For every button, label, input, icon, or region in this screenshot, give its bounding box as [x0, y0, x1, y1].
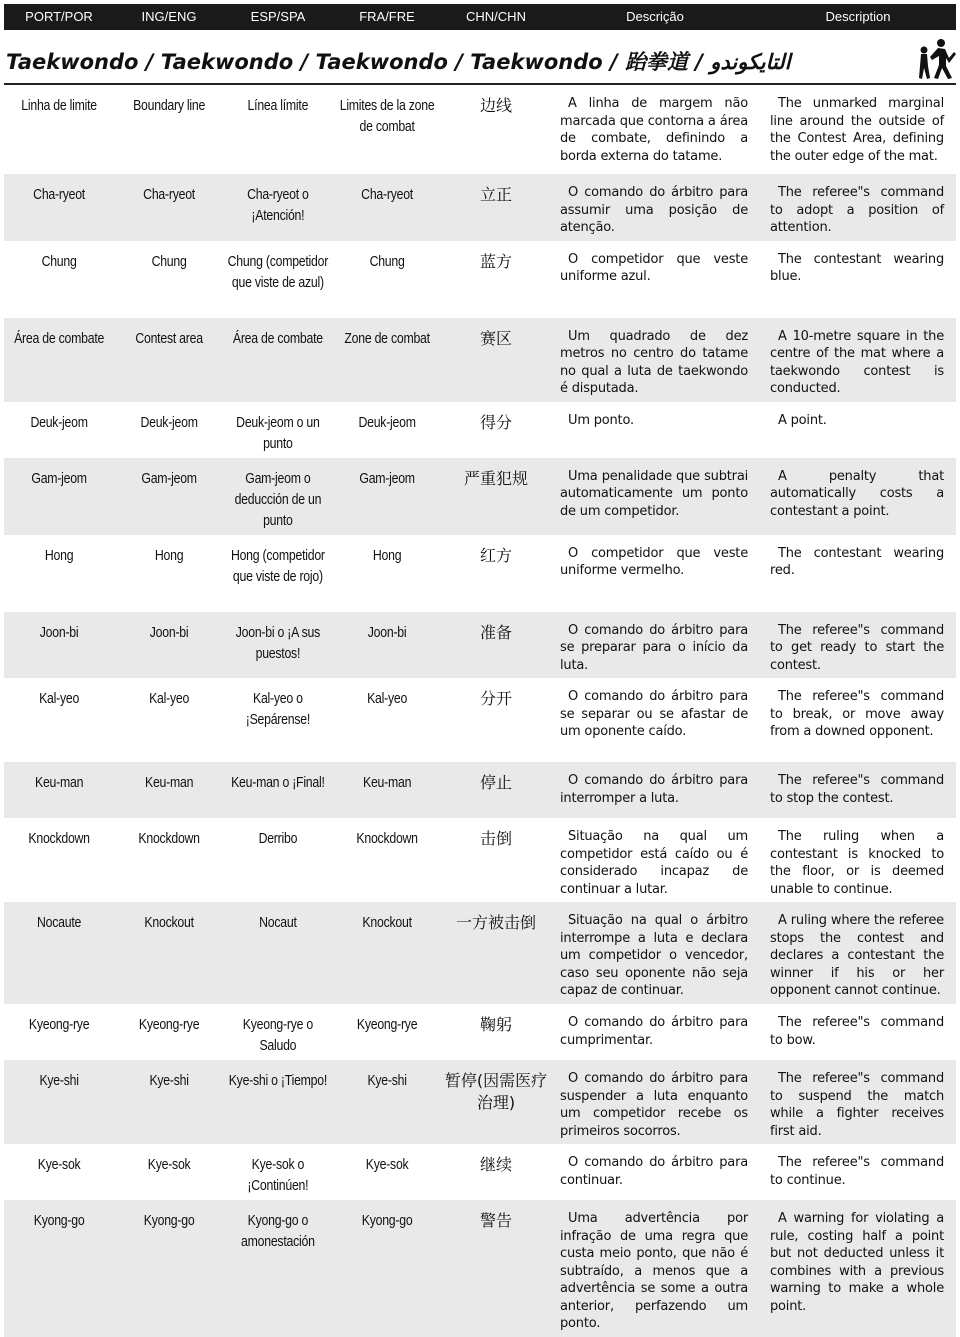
term-spa: Área de combate	[224, 318, 332, 402]
term-eng: Kye-sok	[147, 1156, 191, 1173]
term-por: Kye-shi	[4, 1060, 114, 1144]
term-spa: Hong (competidor que viste de rojo)	[231, 546, 325, 585]
term-chn: 一方被击倒	[442, 902, 550, 1004]
description-pt: Situação na qual um competidor está caído ou é considerado incapaz de continuar a lutar.	[560, 829, 748, 897]
header-fra: FRA/FRE	[359, 9, 415, 24]
term-por: Linha de limite	[21, 97, 97, 114]
term-por: Knockdown	[28, 830, 90, 847]
term-chn: 准备	[442, 612, 550, 679]
header-spa: ESP/SPA	[250, 9, 306, 24]
term-spa: Kye-sok o ¡Continúen!	[247, 1156, 309, 1194]
table-row	[4, 174, 956, 241]
term-spa: Nocaut	[224, 902, 332, 1004]
header-eng: ING/ENG	[141, 9, 197, 24]
term-chn: 红方	[479, 545, 512, 565]
term-por: Joon-bi	[4, 612, 114, 679]
term-chn: 暂停(因需医疗治理)	[442, 1060, 550, 1144]
term-eng: Contest area	[114, 318, 224, 402]
table-row	[4, 612, 956, 679]
description-pt: O comando do árbitro para suspender a luta enquanto um competidor recebe os primeiros socorros.	[550, 1060, 760, 1144]
table-row	[4, 535, 956, 612]
table-row	[4, 1060, 956, 1144]
term-fra: Kye-sok	[365, 1156, 409, 1173]
term-eng: Kye-shi	[114, 1060, 224, 1144]
term-fra: Kyeong-rye	[356, 1016, 418, 1033]
term-fra: Deuk-jeom	[358, 413, 416, 431]
description-pt: O comando do árbitro para cumprimentar.	[560, 1015, 748, 1048]
description-en: The referee"s command to break, or move away from a downed opponent.	[770, 689, 944, 739]
term-chn: 严重犯规	[442, 458, 550, 535]
description-pt: O comando do árbitro para assumir uma posição de atenção.	[550, 174, 760, 241]
description-pt: O comando do árbitro para interromper a luta.	[550, 762, 760, 818]
term-eng: Keu-man	[114, 762, 224, 818]
term-spa: Cha-ryeot o ¡Atención!	[224, 174, 332, 241]
description-pt: O comando do árbitro para se separar ou se afastar de um oponente caído.	[560, 689, 748, 739]
glossary-table	[4, 85, 956, 1337]
term-fra: Kyong-go	[332, 1200, 442, 1337]
term-por: Kyong-go	[4, 1200, 114, 1337]
description-en: A penalty that automatically costs a contestant a point.	[760, 458, 956, 535]
description-en: The referee"s command to stop the contest.	[760, 762, 956, 818]
term-fra: Cha-ryeot	[332, 174, 442, 241]
description-pt: Uma advertência por infração de uma regra que custa meio ponto, que não é subtraído, a menos que a advertência se some a outra anterior, perfazendo um ponto.	[550, 1200, 760, 1337]
table-row	[4, 1004, 956, 1060]
term-spa: Chung (competidor que viste de azul)	[227, 252, 329, 291]
description-en: The contestant wearing blue.	[770, 251, 944, 284]
term-fra: Hong	[372, 546, 402, 564]
table-row	[4, 762, 956, 818]
term-por: Nocaute	[4, 902, 114, 1004]
term-spa: Kye-shi o ¡Tiempo!	[224, 1060, 332, 1144]
term-spa: Gam-jeom o deducción de un punto	[224, 458, 332, 535]
description-en: A warning for violating a rule, costing half a point but not deducted unless it combines with a previous warning to make a whole point.	[760, 1200, 956, 1337]
term-por: Cha-ryeot	[4, 174, 114, 241]
table-row	[4, 818, 956, 902]
term-chn: 边线	[479, 96, 512, 115]
term-eng: Boundary line	[132, 97, 206, 114]
table-row	[4, 678, 956, 762]
header-descricao: Descrição	[626, 9, 684, 24]
term-spa: Kal-yeo o ¡Sepárense!	[245, 690, 311, 728]
table-row	[4, 458, 956, 535]
description-en: The referee"s command to get ready to start the contest.	[760, 612, 956, 679]
description-pt: A linha de margem não marcada que contorna a área de combate, definindo a borda externa do tatame.	[560, 96, 748, 164]
description-pt: Um ponto.	[568, 412, 634, 428]
term-por: Kal-yeo	[38, 690, 79, 707]
term-por: Kye-sok	[37, 1156, 81, 1173]
term-fra: Knockout	[332, 902, 442, 1004]
term-spa: Kyeong-rye o Saludo	[242, 1016, 314, 1054]
term-por: Kyeong-rye	[28, 1016, 90, 1033]
description-en: The contestant wearing red.	[770, 545, 944, 578]
term-por: Deuk-jeom	[30, 413, 88, 431]
description-en: The ruling when a contestant is knocked to the floor, or is deemed unable to continue.	[770, 829, 944, 897]
term-fra: Keu-man	[332, 762, 442, 818]
term-chn: 鞠躬	[479, 1015, 512, 1034]
term-eng: Gam-jeom	[114, 458, 224, 535]
table-row	[4, 241, 956, 318]
term-fra: Gam-jeom	[332, 458, 442, 535]
term-spa: Derribo	[258, 830, 298, 847]
header-bar	[4, 4, 956, 30]
term-por: Hong	[44, 546, 74, 564]
term-por: Chung	[41, 252, 77, 270]
table-row	[4, 1200, 956, 1337]
description-pt: O competidor que veste uniforme azul.	[560, 251, 748, 284]
term-fra: Zone de combat	[332, 318, 442, 402]
term-eng: Hong	[154, 546, 184, 564]
header-description: Description	[825, 9, 891, 24]
term-chn: 蓝方	[479, 251, 512, 271]
description-en: The unmarked marginal line around the outside of the Contest Area, defining the outer edge of the mat.	[770, 96, 944, 164]
table-row	[4, 318, 956, 402]
description-pt: O comando do árbitro para se preparar para o início da luta.	[550, 612, 760, 679]
term-fra: Kye-shi	[332, 1060, 442, 1144]
term-chn: 得分	[479, 412, 512, 432]
term-eng: Knockout	[114, 902, 224, 1004]
table-row	[4, 902, 956, 1004]
page-title: Taekwondo / Taekwondo / Taekwondo / Taekwondo / 跆拳道 / التايكوندو	[6, 50, 791, 74]
description-en: A ruling where the referee stops the contest and declares a contestant the winner if his or her opponent cannot continue.	[760, 902, 956, 1004]
table-row	[4, 1144, 956, 1200]
term-eng: Knockdown	[138, 830, 200, 847]
header-por: PORT/POR	[25, 9, 93, 24]
description-en: The referee"s command to bow.	[770, 1015, 944, 1048]
description-pt: O competidor que veste uniforme vermelho.	[560, 545, 748, 578]
term-spa: Kyong-go o amonestación	[224, 1200, 332, 1337]
term-spa: Deuk-jeom o un punto	[236, 413, 320, 452]
description-pt: Uma penalidade que subtrai automaticamente um ponto de um competidor.	[550, 458, 760, 535]
description-en: The referee"s command to adopt a position of attention.	[760, 174, 956, 241]
term-spa: Keu-man o ¡Final!	[224, 762, 332, 818]
term-eng: Kyeong-rye	[138, 1016, 200, 1033]
term-eng: Kyong-go	[114, 1200, 224, 1337]
term-eng: Chung	[151, 252, 187, 270]
term-spa: Línea límite	[247, 97, 309, 114]
taekwondo-pictogram-icon	[918, 38, 958, 80]
description-pt: O comando do árbitro para continuar.	[560, 1155, 748, 1188]
term-por: Área de combate	[4, 318, 114, 402]
term-por: Gam-jeom	[4, 458, 114, 535]
term-eng: Deuk-jeom	[140, 413, 198, 431]
term-fra: Limites de la zone de combat	[339, 97, 435, 135]
term-spa: Joon-bi o ¡A sus puestos!	[224, 612, 332, 679]
term-eng: Kal-yeo	[148, 690, 189, 707]
term-chn: 停止	[442, 762, 550, 818]
term-fra: Joon-bi	[332, 612, 442, 679]
term-eng: Joon-bi	[114, 612, 224, 679]
term-chn: 赛区	[442, 318, 550, 402]
description-pt: Situação na qual o árbitro interrompe a luta e declara um competidor o vencedor, caso seu oponente não seja capaz de continuar.	[550, 902, 760, 1004]
table-row	[4, 85, 956, 174]
term-fra: Kal-yeo	[366, 690, 407, 707]
term-chn: 分开	[479, 689, 512, 708]
term-eng: Cha-ryeot	[114, 174, 224, 241]
description-en: The referee"s command to continue.	[770, 1155, 944, 1188]
term-chn: 警告	[442, 1200, 550, 1337]
term-chn: 继续	[479, 1155, 512, 1174]
description-en: A point.	[778, 412, 827, 428]
description-en: The referee"s command to suspend the match while a fighter receives first aid.	[760, 1060, 956, 1144]
term-fra: Knockdown	[356, 830, 418, 847]
header-chn: CHN/CHN	[466, 9, 526, 24]
term-chn: 立正	[442, 174, 550, 241]
term-chn: 击倒	[479, 829, 512, 848]
term-por: Keu-man	[4, 762, 114, 818]
description-en: A 10-metre square in the centre of the mat where a taekwondo contest is conducted.	[760, 318, 956, 402]
term-fra: Chung	[369, 252, 405, 270]
table-row	[4, 402, 956, 458]
description-pt: Um quadrado de dez metros no centro do tatame no qual a luta de taekwondo é disputada.	[550, 318, 760, 402]
